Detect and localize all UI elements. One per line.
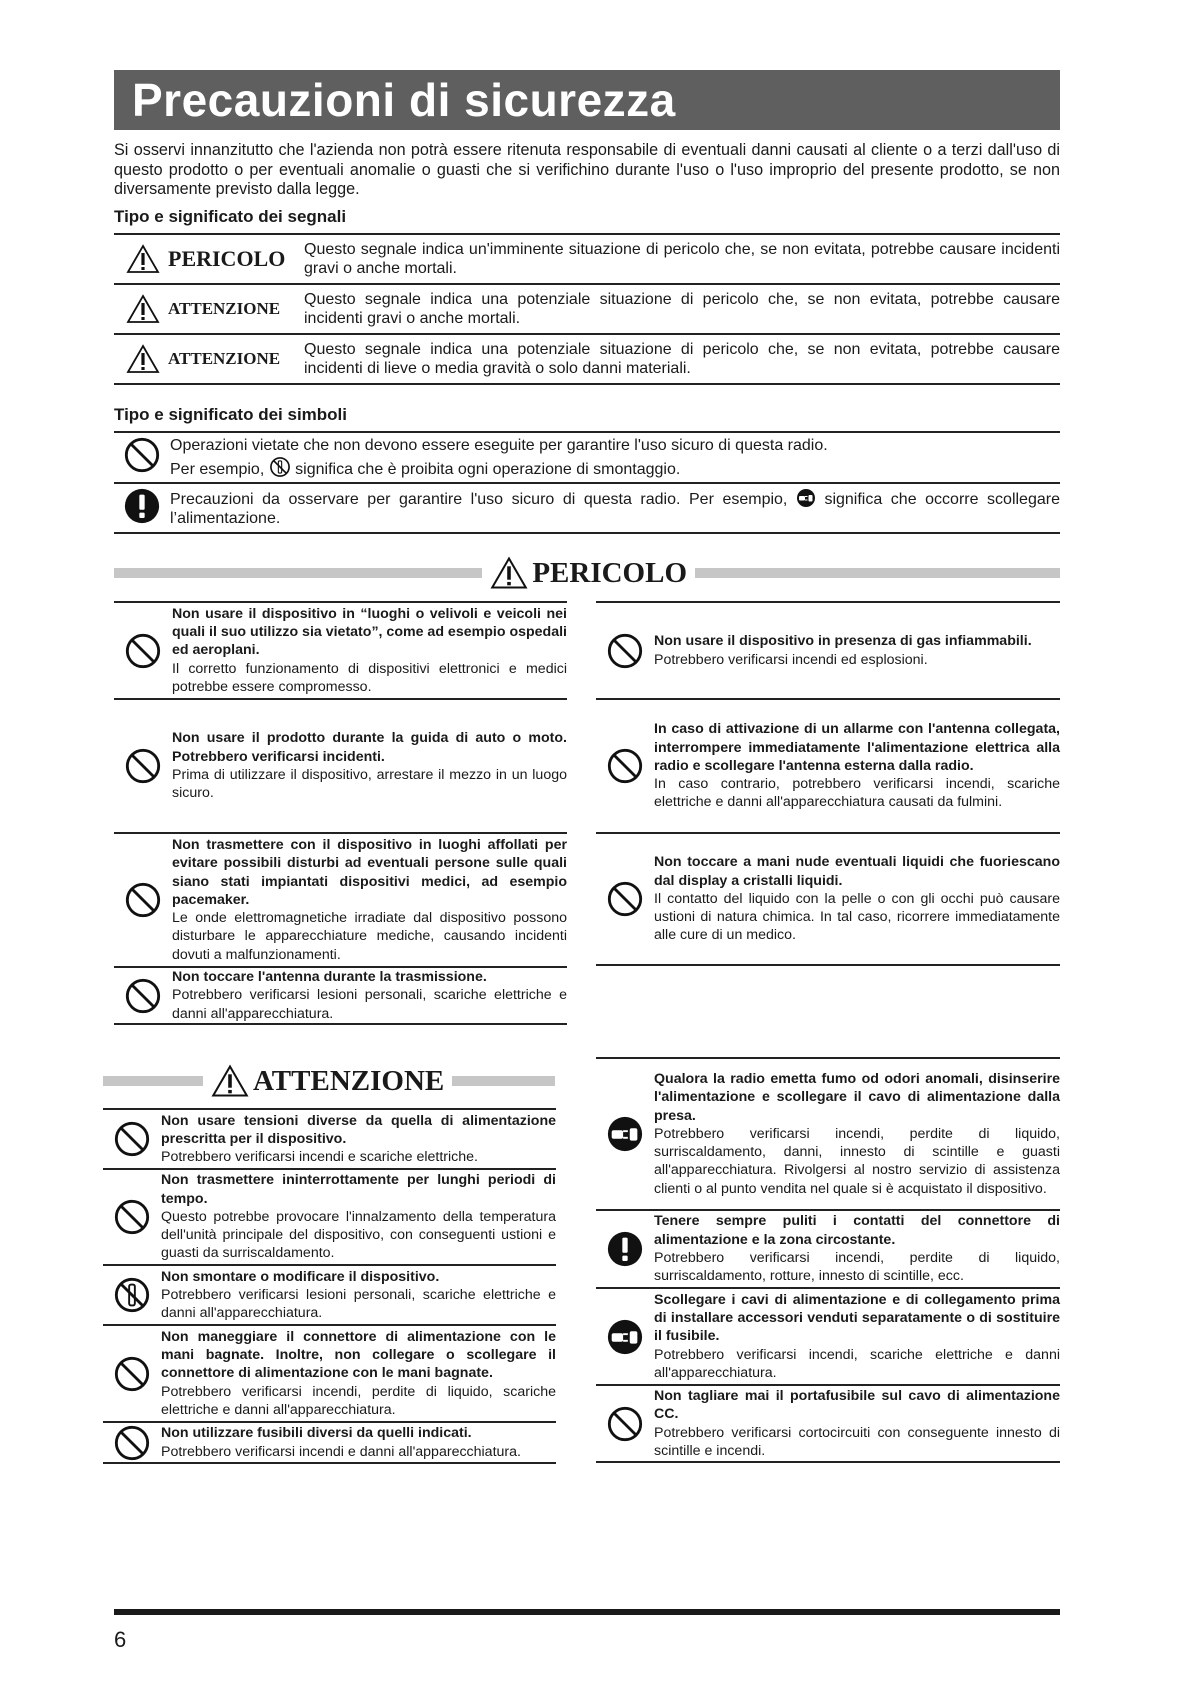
- banner-rule: [695, 568, 1060, 578]
- signal-row: [114, 234, 1060, 284]
- intro-paragraph: Si osservi innanzitutto che l'azienda non potrà essere ritenuta responsabile di eventuali danni causati al cliente o a terzi dall'uso di questo prodotto o per eventuali anomalie o guasti che si verifichino durante l'uso o l'uso improprio del presente prodotto, se non diversamente previsto dalla legge.: [114, 141, 1060, 198]
- warning-triangle-icon: [490, 556, 528, 590]
- no-disassembly-icon: [269, 456, 291, 478]
- unplug-icon: [606, 1318, 644, 1356]
- item-warning: Scollegare i cavi di alimentazione e di collegamento prima di installare accessori venduti separatamente o di sostituire il fusibile.: [654, 1291, 1060, 1345]
- danger-item: [596, 698, 1060, 832]
- item-consequence: In caso contrario, potrebbero verificarsi incendi, scariche elettriche e danni all'apparecchiatura causati da fulmini.: [654, 776, 1060, 811]
- caution-item: [596, 1287, 1060, 1384]
- signal-label: ATTENZIONE: [168, 299, 281, 318]
- item-consequence: Potrebbero verificarsi incendi, perdite di liquido, surriscaldamento, danni, innesto di scintille e guasti all'apparecchiatura. Rivolgersi al nostro servizio di assistenza clienti o al punto vendita nel quale si è acquistato il dispositivo.: [654, 1125, 1060, 1197]
- caution-item: [596, 1209, 1060, 1287]
- item-consequence: Potrebbero verificarsi lesioni personali, scariche elettriche e danni all'apparecchiatura.: [161, 1286, 556, 1322]
- signal-row: [114, 334, 1060, 384]
- danger-left-column: [114, 601, 567, 1025]
- caution-banner-title: ATTENZIONE: [203, 1064, 452, 1098]
- item-warning: Non tagliare mai il portafusibile sul cavo di alimentazione CC.: [654, 1387, 1060, 1423]
- item-consequence: Potrebbero verificarsi incendi, scariche elettriche e danni all'apparecchiatura.: [654, 1346, 1060, 1381]
- signals-table: [114, 233, 1060, 385]
- item-warning: Non toccare l'antenna durante la trasmissione.: [172, 969, 487, 986]
- prohibited-icon: [606, 1405, 644, 1443]
- signal-description: Questo segnale indica una potenziale situazione di pericolo che, se non evitata, potrebbe causare incidenti gravi o anche mortali.: [304, 284, 1060, 334]
- warning-triangle-icon: [126, 344, 160, 374]
- title-bar: [114, 70, 1060, 130]
- prohibited-icon: [124, 881, 162, 919]
- item-warning: Non usare tensioni diverse da quella di alimentazione prescritta per il dispositivo.: [161, 1112, 556, 1147]
- symbol-icon-cell: [114, 483, 170, 533]
- symbol-icon-cell: [114, 432, 170, 483]
- banner-rule: [103, 1076, 203, 1086]
- caution-right-column: [596, 1057, 1060, 1463]
- prohibited-icon: [606, 747, 644, 785]
- danger-item: [114, 601, 567, 698]
- caution-item: [103, 1264, 556, 1324]
- unplug-icon: [796, 488, 816, 508]
- item-warning: Non utilizzare fusibili diversi da quelli indicati.: [161, 1425, 472, 1442]
- signal-description: Questo segnale indica un'imminente situazione di pericolo che, se non evitata, potrebbe causare incidenti gravi o anche mortali.: [304, 234, 1060, 284]
- item-consequence: Il corretto funzionamento di dispositivi elettronici e medici potrebbe essere compromesso.: [172, 660, 567, 695]
- signal-badge: [114, 234, 304, 284]
- prohibited-icon: [124, 632, 162, 670]
- footer-rule: [114, 1609, 1060, 1615]
- caution-banner: [103, 1064, 555, 1098]
- danger-item: [114, 832, 567, 966]
- danger-banner-title: PERICOLO: [482, 556, 695, 590]
- unplug-icon: [606, 1115, 644, 1153]
- page-title: Precauzioni di sicurezza: [132, 74, 676, 126]
- item-warning: Tenere sempre puliti i contatti del connettore di alimentazione e la zona circostante.: [654, 1213, 1060, 1248]
- warning-triangle-icon: [126, 244, 160, 274]
- page-number: 6: [114, 1627, 127, 1652]
- item-consequence: Il contatto del liquido con la pelle o con gli occhi può causare ustioni di natura chimica. In tal caso, ricorrere immediatamente alle cure di un medico.: [654, 890, 1060, 944]
- item-consequence: Potrebbero verificarsi lesioni personali, scariche elettriche e danni all'apparecchiatura.: [172, 987, 567, 1022]
- item-warning: Non usare il dispositivo in presenza di gas infiammabili.: [654, 633, 1032, 650]
- symbols-heading: Tipo e significato dei simboli: [114, 405, 347, 424]
- warning-triangle-icon: [211, 1064, 249, 1098]
- signal-badge: [114, 334, 304, 384]
- item-warning: Non maneggiare il connettore di alimentazione con le mani bagnate. Inoltre, non collegare o scollegare il connettore di alimentazione con le mani bagnate.: [161, 1328, 556, 1382]
- caution-left-column: [103, 1108, 556, 1464]
- caution-item: [103, 1108, 556, 1168]
- caution-item: [103, 1421, 556, 1464]
- symbol-description: Precauzioni da osservare per garantire l'uso sicuro di questa radio. Per esempio, significa che occorre scollegare l’alimentazione.: [170, 483, 1060, 533]
- prohibited-icon: [123, 436, 161, 474]
- prohibited-icon: [113, 1198, 151, 1236]
- signal-description: Questo segnale indica una potenziale situazione di pericolo che, se non evitata, potrebbe causare incidenti di lieve o media gravità o solo danni materiali.: [304, 334, 1060, 384]
- mandatory-icon: [606, 1230, 644, 1268]
- symbol-description: Operazioni vietate che non devono essere eseguite per garantire l'uso sicuro di questa radio. Per esempio, significa che è proibita ogni operazione di smontaggio.: [170, 432, 1060, 483]
- prohibited-icon: [113, 1424, 151, 1462]
- item-warning: Non trasmettere con il dispositivo in luoghi affollati per evitare possibili disturbi ad eventuali persone sulle quali siano stati impiantati dispositivi medici, ad esempio pacemaker.: [172, 836, 567, 908]
- item-warning: Non toccare a mani nude eventuali liquidi che fuoriescano dal display a cristalli liquidi.: [654, 854, 1060, 889]
- danger-item: [114, 698, 567, 832]
- danger-item: [596, 601, 1060, 698]
- item-consequence: Potrebbero verificarsi incendi, perdite di liquido, scariche elettriche e danni all'apparecchiatura.: [161, 1383, 556, 1418]
- item-warning: In caso di attivazione di un allarme con l'antenna collegata, interrompere immediatamente l'alimentazione elettrica alla radio e scollegare l'antenna esterna dalla radio.: [654, 721, 1060, 774]
- caution-item: [596, 1057, 1060, 1209]
- item-warning: Non trasmettere ininterrottamente per lunghi periodi di tempo.: [161, 1172, 556, 1207]
- item-consequence: Potrebbero verificarsi incendi, perdite di liquido, surriscaldamento, rotture, innesto di scintille, ecc.: [654, 1250, 1060, 1285]
- item-warning: Qualora la radio emetta fumo od odori anomali, disinserire l'alimentazione e scollegare il cavo di alimentazione dalla presa.: [654, 1070, 1060, 1124]
- item-consequence: Potrebbero verificarsi incendi e danni all'apparecchiatura.: [161, 1443, 521, 1460]
- symbol-row: [114, 483, 1060, 533]
- danger-right-column: [596, 601, 1060, 966]
- prohibited-icon: [606, 880, 644, 918]
- item-warning: Non usare il dispositivo in “luoghi o velivoli e veicoli nei quali il suo utilizzo sia vietato”, come ad esempio ospedali ed aeroplani.: [172, 605, 567, 659]
- symbols-table: [114, 431, 1060, 534]
- danger-item: [114, 966, 567, 1025]
- banner-rule: [452, 1076, 555, 1086]
- caution-item: [103, 1324, 556, 1421]
- prohibited-icon: [124, 977, 162, 1015]
- item-consequence: Le onde elettromagnetiche irradiate dal dispositivo possono disturbare le apparecchiature mediche, causando incidenti dovuti a malfunzionamenti.: [172, 910, 567, 963]
- symbol-row: [114, 432, 1060, 483]
- prohibited-icon: [113, 1120, 151, 1158]
- banner-rule: [114, 568, 482, 578]
- caution-item: [103, 1168, 556, 1264]
- item-warning: Non smontare o modificare il dispositivo.: [161, 1268, 440, 1285]
- mandatory-icon: [123, 487, 161, 525]
- prohibited-icon: [606, 632, 644, 670]
- signal-label: ATTENZIONE: [168, 349, 281, 368]
- prohibited-icon: [124, 747, 162, 785]
- signals-heading: Tipo e significato dei segnali: [114, 207, 347, 226]
- item-warning: Non usare il prodotto durante la guida di auto o moto. Potrebbero verificarsi incidenti.: [172, 730, 567, 765]
- signal-row: [114, 284, 1060, 334]
- item-consequence: Potrebbero verificarsi incendi ed esplosioni.: [654, 651, 928, 668]
- prohibited-icon: [113, 1355, 151, 1393]
- warning-triangle-icon: [126, 294, 160, 324]
- caution-item: [596, 1384, 1060, 1463]
- danger-item: [596, 832, 1060, 966]
- item-consequence: Potrebbero verificarsi incendi e scariche elettriche.: [161, 1149, 479, 1166]
- item-consequence: Questo potrebbe provocare l'innalzamento della temperatura dell'unità principale del dispositivo, con conseguenti ustioni e guasti da surriscaldamento.: [161, 1208, 556, 1262]
- item-consequence: Potrebbero verificarsi cortocircuiti con conseguente innesto di scintille e incendi.: [654, 1424, 1060, 1459]
- no-disassembly-icon: [113, 1276, 151, 1314]
- signal-badge: [114, 284, 304, 334]
- danger-banner: [114, 556, 1060, 590]
- signal-label: PERICOLO: [168, 246, 286, 271]
- item-consequence: Prima di utilizzare il dispositivo, arrestare il mezzo in un luogo sicuro.: [172, 767, 567, 802]
